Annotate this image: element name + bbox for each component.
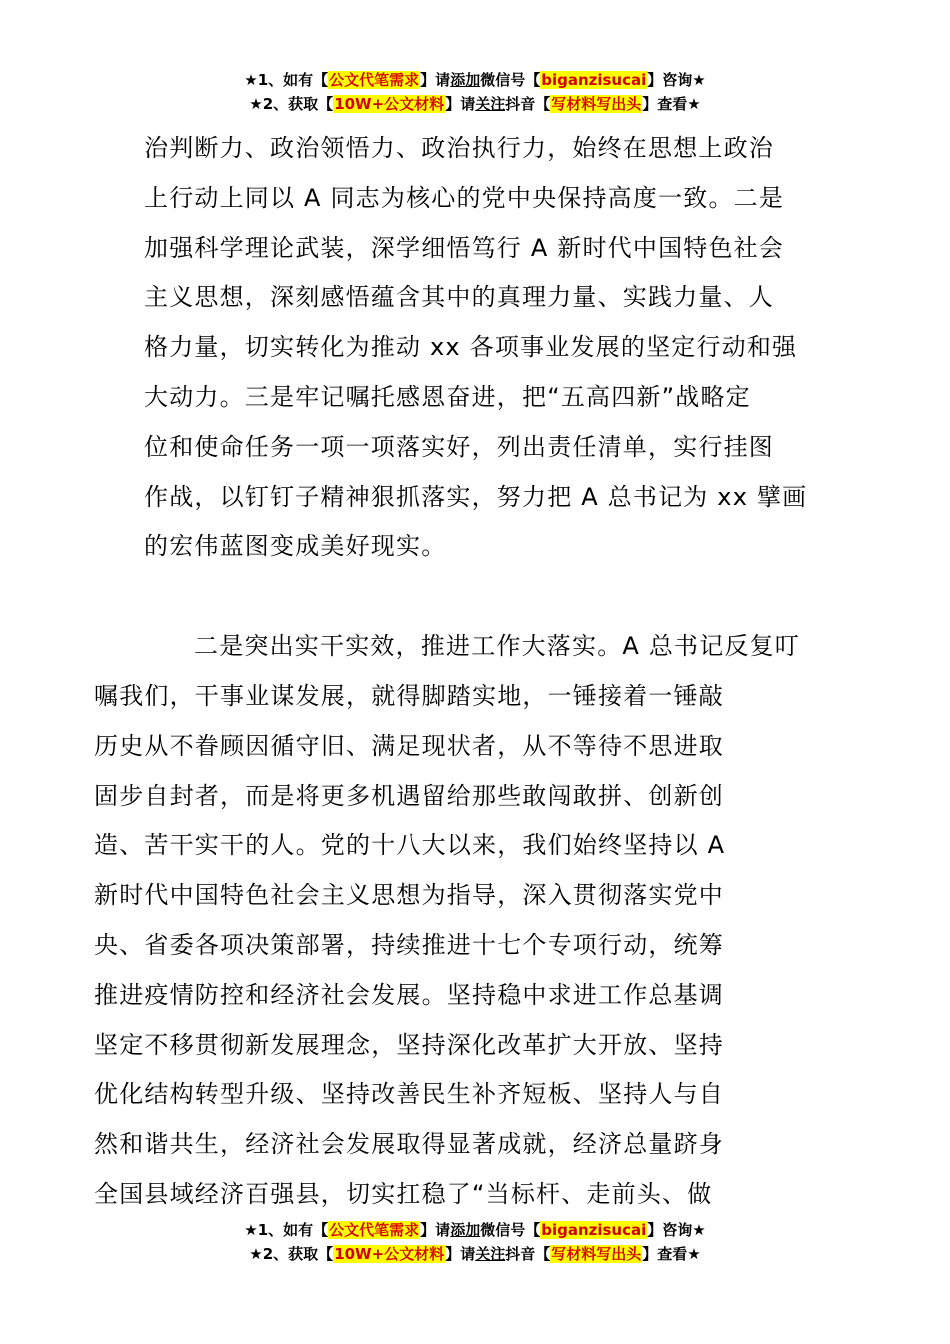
highlight-materials: 10W+公文材料 [334,1245,445,1263]
highlight-service: 公文代笔需求 [329,1221,420,1239]
document-body [94,124,808,1220]
banner-text: 抖音【 [505,1245,551,1263]
banner-emphasis: 添加 [450,1221,481,1239]
banner-text: ★2、获取【 [249,1245,334,1263]
banner-emphasis: 关注 [475,1245,506,1263]
banner-emphasis: 添加 [450,71,481,89]
text-line: 新时代中国特色社会主义思想为指导，深入贯彻落实党中 [94,881,724,910]
highlight-service: 公文代笔需求 [329,71,420,89]
banner-line-1 [0,1218,950,1242]
footer-banner [0,1218,950,1266]
highlight-wechat-id: biganzisucai [541,71,647,89]
text-line: 二是突出实干实效，推进工作大落实。A 总书记反复叮 [194,632,801,661]
text-line: 固步自封者，而是将更多机遇留给那些敢闯敢拼、创新创 [94,781,724,810]
banner-text: 】请 [445,95,476,113]
highlight-wechat-id: biganzisucai [541,1221,647,1239]
text-line: 优化结构转型升级、坚持改善民生补齐短板、坚持人与自 [94,1080,724,1109]
highlight-materials: 10W+公文材料 [334,95,445,113]
header-banner [0,68,950,116]
text-line: 推进疫情防控和经济社会发展。坚持稳中求进工作总基调 [94,980,724,1009]
banner-text: 】咨询★ [647,71,706,89]
banner-line-2 [0,1242,950,1266]
banner-text: 微信号【 [480,1221,541,1239]
text-line: 的宏伟蓝图变成美好现实。 [144,532,447,561]
text-line: 坚定不移贯彻新发展理念，坚持深化改革扩大开放、坚持 [94,1030,724,1059]
banner-text: 抖音【 [505,95,551,113]
banner-line-2 [0,92,950,116]
text-line: 治判断力、政治领悟力、政治执行力，始终在思想上政治 [144,134,774,162]
banner-text: ★1、如有【 [244,71,329,89]
banner-text: 】请 [420,71,451,89]
banner-text: ★1、如有【 [244,1221,329,1239]
text-line: 上行动上同以 A 同志为核心的党中央保持高度一致。二是 [144,183,785,212]
text-line: 央、省委各项决策部署，持续推进十七个专项行动，统筹 [94,930,724,959]
text-line: 然和谐共生，经济社会发展取得显著成就，经济总量跻身 [94,1130,724,1159]
banner-emphasis: 关注 [475,95,506,113]
banner-text: 】请 [445,1245,476,1263]
text-line: 加强科学理论武装，深学细悟笃行 A 新时代中国特色社会 [144,233,785,262]
banner-text: 】请 [420,1221,451,1239]
text-line: 造、苦干实干的人。党的十八大以来，我们始终坚持以 A [94,831,726,860]
text-line: 作战，以钉钉子精神狠抓落实，努力把 A 总书记为 xx 擘画 [144,482,808,511]
text-line: 全国县域经济百强县，切实扛稳了“当标杆、走前头、做 [94,1179,713,1208]
paragraph-spacer [144,572,808,622]
paragraph-continuation [144,124,808,572]
highlight-douyin: 写材料写出头 [551,1245,642,1263]
banner-text: 微信号【 [480,71,541,89]
banner-text: 】查看★ [642,95,701,113]
text-line: 位和使命任务一项一项落实好，列出责任清单，实行挂图 [144,432,774,461]
text-line: 主义思想，深刻感悟蕴含其中的真理力量、实践力量、人 [144,283,774,312]
text-line: 格力量，切实转化为推动 xx 各项事业发展的坚定行动和强 [144,333,798,362]
banner-text: 】查看★ [642,1245,701,1263]
banner-text: ★2、获取【 [249,95,334,113]
highlight-douyin: 写材料写出头 [551,95,642,113]
text-line: 大动力。三是牢记嘱托感恩奋进，把“五高四新”战略定 [144,382,751,411]
banner-text: 】咨询★ [647,1221,706,1239]
banner-line-1 [0,68,950,92]
text-line: 历史从不眷顾因循守旧、满足现状者，从不等待不思进取 [94,731,724,760]
text-line: 嘱我们，干事业谋发展，就得脚踏实地，一锤接着一锤敲 [94,681,724,710]
paragraph-two [94,622,808,1220]
